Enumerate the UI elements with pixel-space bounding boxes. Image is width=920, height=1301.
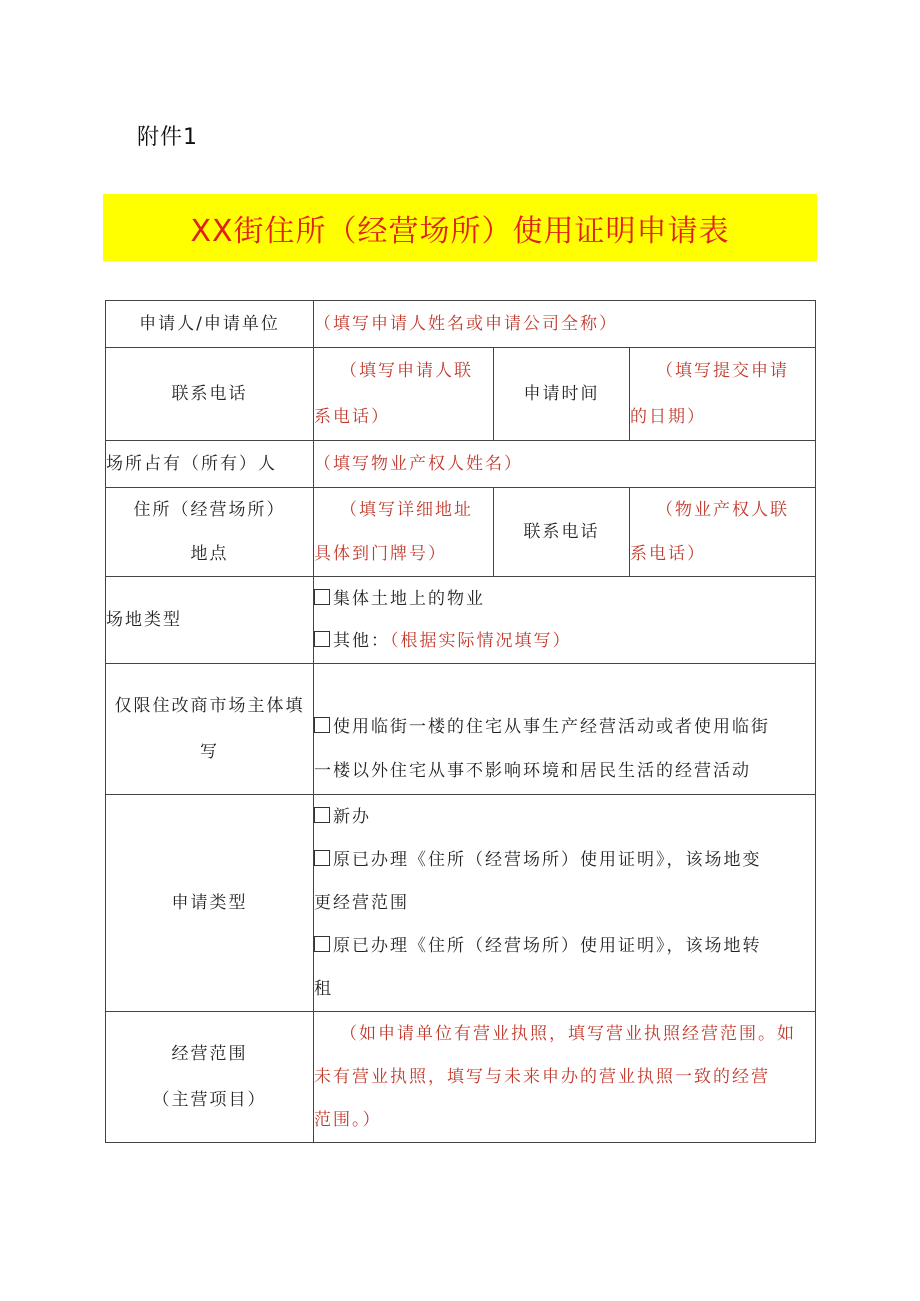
applicant-field[interactable]: （填写申请人姓名或申请公司全称） <box>314 301 816 348</box>
scope-label <box>106 1012 314 1143</box>
owner-phone-label: 联系电话 <box>494 488 630 577</box>
scope-row <box>106 1012 816 1143</box>
applicant-label: 申请人/申请单位 <box>106 301 314 348</box>
checkbox-icon[interactable] <box>314 631 330 647</box>
residential-label <box>106 664 314 795</box>
phone-placeholder-line2: 系电话） <box>314 407 390 427</box>
owner-row <box>106 441 816 488</box>
residential-option-line1 <box>314 705 815 749</box>
residential-label-line1: 仅限住改商市场主体填 <box>114 696 305 716</box>
apply-time-field[interactable] <box>630 348 816 441</box>
checkbox-icon[interactable] <box>314 717 330 733</box>
address-placeholder-line2: 具体到门牌号） <box>314 544 447 564</box>
phone-placeholder-line1: （填写申请人联 <box>340 361 473 381</box>
scope-field[interactable] <box>314 1012 816 1143</box>
scope-label-line1: 经营范围 <box>171 1044 248 1064</box>
site-type-options <box>314 577 816 664</box>
apply-type-option3-line1: 原已办理《住所（经营场所）使用证明》，该场地转 <box>333 935 762 956</box>
owner-phone-field[interactable] <box>630 488 816 577</box>
site-type-option1-text: 集体土地上的物业 <box>333 589 485 609</box>
checkbox-icon[interactable] <box>314 589 330 605</box>
residential-row <box>106 664 816 795</box>
apply-type-option-change-scope[interactable] <box>314 839 815 882</box>
address-field[interactable] <box>314 488 494 577</box>
scope-label-line2: （主营项目） <box>152 1090 267 1110</box>
address-label-line1: 住所（经营场所） <box>133 500 286 520</box>
site-type-label: 场地类型 <box>106 577 314 664</box>
apply-type-option2-line1: 原已办理《住所（经营场所）使用证明》，该场地变 <box>333 849 762 870</box>
title-band <box>103 194 817 261</box>
apply-time-placeholder-line1: （填写提交申请 <box>656 361 789 381</box>
apply-type-label: 申请类型 <box>106 795 314 1012</box>
site-type-option-other[interactable] <box>314 620 815 662</box>
form-title: XX街住所（经营场所）使用证明申请表 <box>190 213 730 249</box>
address-label <box>106 488 314 577</box>
applicant-row <box>106 301 816 348</box>
owner-field[interactable]: （填写物业产权人姓名） <box>314 441 816 488</box>
site-type-option-collective[interactable] <box>314 578 815 620</box>
checkbox-icon[interactable] <box>314 807 330 823</box>
residential-option[interactable] <box>314 664 816 795</box>
apply-type-option-new[interactable] <box>314 796 815 839</box>
residential-option-text1: 使用临街一楼的住宅从事生产经营活动或者使用临街 <box>333 717 770 737</box>
address-row <box>106 488 816 577</box>
site-type-row <box>106 577 816 664</box>
owner-phone-placeholder-line2: 系电话） <box>630 544 706 564</box>
residential-option-line2: 一楼以外住宅从事不影响环境和居民生活的经营活动 <box>314 761 751 781</box>
apply-type-options <box>314 795 816 1012</box>
checkbox-icon[interactable] <box>314 936 330 952</box>
apply-type-option-sublet[interactable] <box>314 925 815 968</box>
scope-placeholder-line2: 未有营业执照，填写与未来申办的营业执照一致的经营 <box>314 1066 770 1087</box>
apply-time-placeholder-line2: 的日期） <box>630 407 706 427</box>
apply-time-label: 申请时间 <box>494 348 630 441</box>
application-form-table <box>105 300 816 1143</box>
residential-label-line2: 写 <box>200 742 219 762</box>
address-label-line2: 地点 <box>190 544 229 564</box>
address-placeholder-line1: （填写详细地址 <box>340 500 473 520</box>
checkbox-icon[interactable] <box>314 850 330 866</box>
attachment-label: 附件1 <box>137 125 198 150</box>
owner-label: 场所占有（所有）人 <box>106 441 314 488</box>
site-type-option2-prefix: 其他： <box>333 631 390 651</box>
phone-row <box>106 348 816 441</box>
site-type-option2-placeholder: （根据实际情况填写） <box>390 631 572 651</box>
apply-type-option3-line2: 租 <box>314 978 333 999</box>
apply-type-option2-line2: 更经营范围 <box>314 892 409 913</box>
owner-phone-placeholder-line1: （物业产权人联 <box>656 500 789 520</box>
apply-type-row <box>106 795 816 1012</box>
scope-placeholder-line1: （如申请单位有营业执照，填写营业执照经营范围。如 <box>340 1023 796 1044</box>
phone-field[interactable] <box>314 348 494 441</box>
phone-label: 联系电话 <box>106 348 314 441</box>
scope-placeholder-line3: 范围。） <box>314 1109 382 1130</box>
apply-type-option1-text: 新办 <box>333 806 371 827</box>
